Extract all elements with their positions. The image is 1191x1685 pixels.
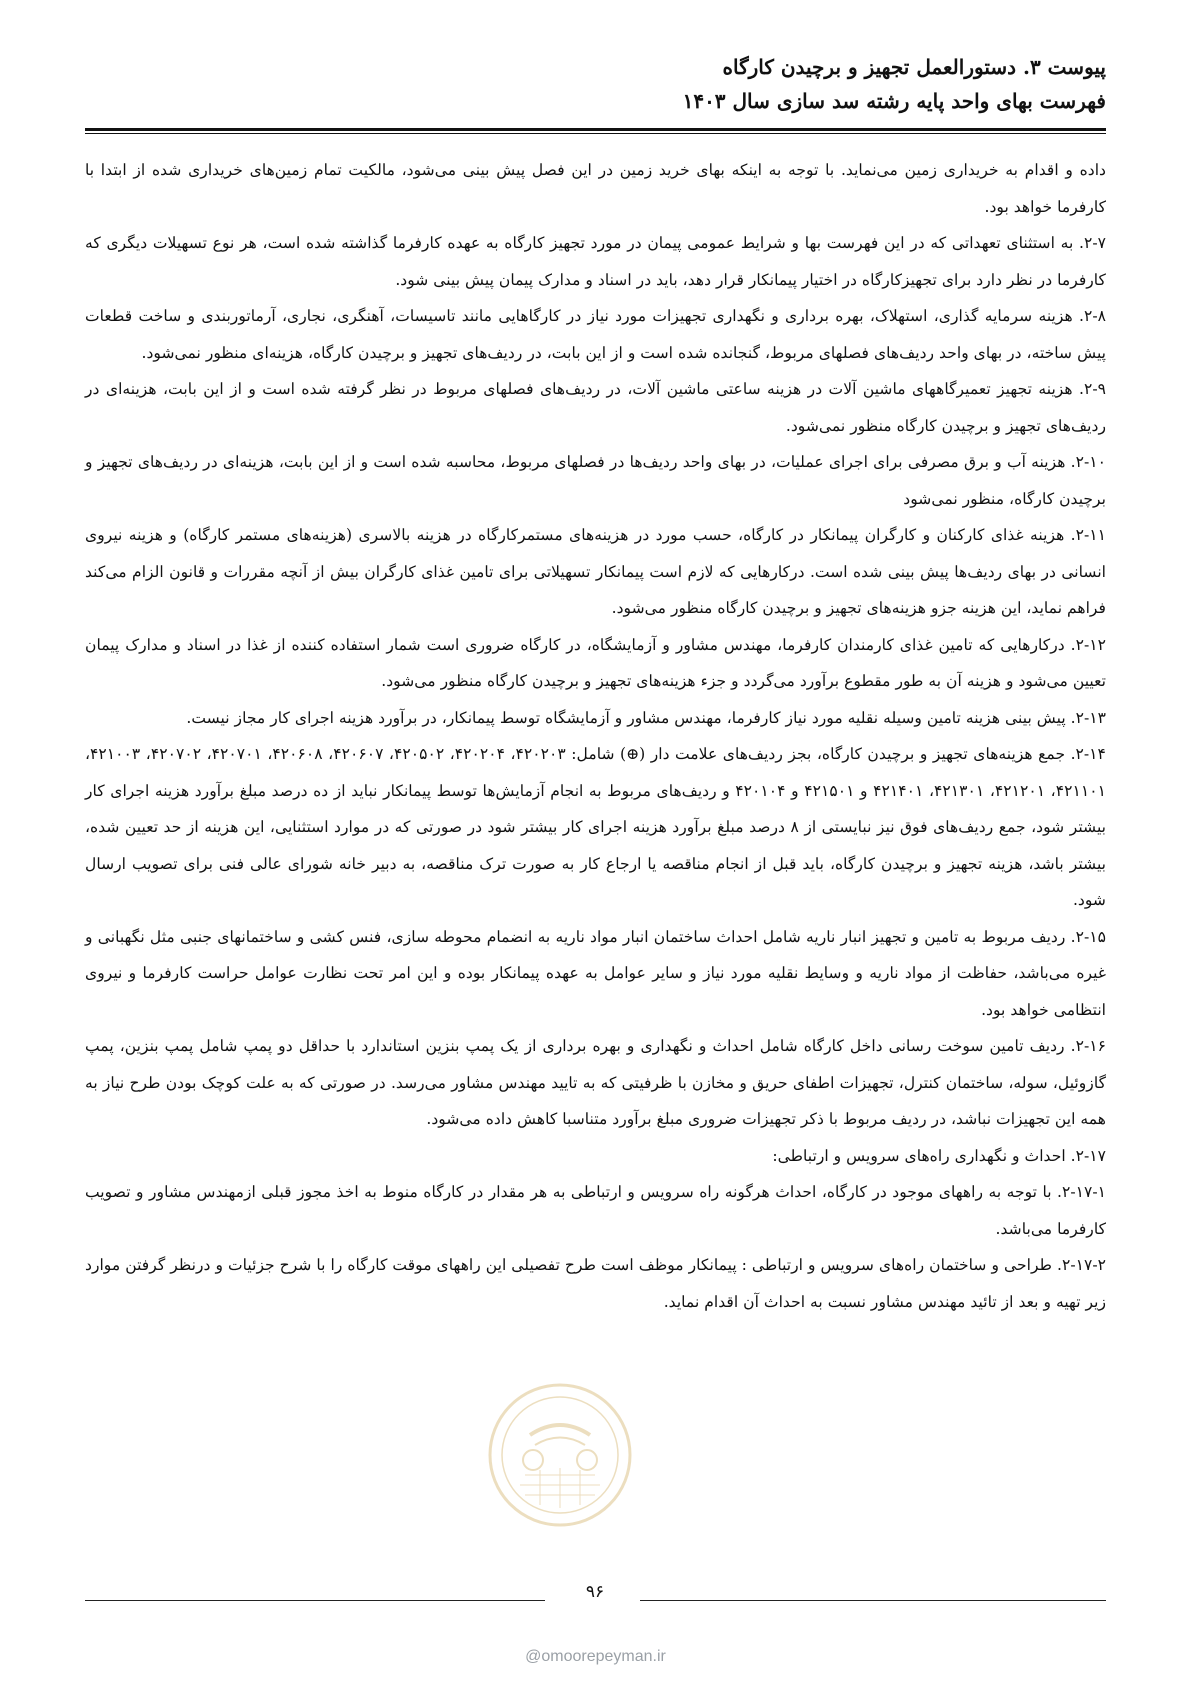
paragraph: ۲-۱۱. هزینه غذای کارکنان و کارگران پیمانکار در کارگاه، حسب مورد در هزینه‌های مستمرکارگاه در هزینه بالاسری (هزینه‌های مستمر کارگاه) و هزینه نیروی انسانی در بهای ردیف‌ها پیش بینی شده است. درکارهایی که لازم است پیمانکار تسهیلاتی برای تامین غذای کارگران بیش از آنچه مقررات و قانون الزام می‌کند فراهم نماید، این هزینه جزو هزینه‌های تجهیز و برچیدن کارگاه منظور می‌شود. <box>85 526 1106 617</box>
paragraph: ۲-۸. هزینه سرمایه گذاری، استهلاک، بهره برداری و نگهداری تجهیزات مورد نیاز در کارگاهایی مانند تاسیسات، آهنگری، نجاری، آرماتوربندی و ساخت قطعات پیش ساخته، در بهای واحد ردیف‌های فصلهای مربوط، گنجانده شده است و از این بابت، در ردیف‌های تجهیز و برچیدن کارگاه، هزینه‌ای منظور نمی‌شود. <box>85 307 1106 362</box>
watermark-logo-icon <box>485 1380 635 1530</box>
paragraph: ۲-۱۰. هزینه آب و برق مصرفی برای اجرای عملیات، در بهای واحد ردیف‌ها در فصلهای مربوط، محاسبه شده است و از این بابت، هزینه‌ای در ردیف‌های تجهیز و برچیدن کارگاه، منظور نمی‌شود <box>85 453 1106 508</box>
paragraph: ۲-۱۴. جمع هزینه‌های تجهیز و برچیدن کارگاه، بجز ردیف‌های علامت دار (⊕) شامل: ۴۲۰۲۰۳، ۴۲۰۲۰۴، ۴۲۰۵۰۲، ۴۲۰۶۰۷، ۴۲۰۶۰۸، ۴۲۰۷۰۱، ۴۲۰۷۰۲، ۴۲۱۰۰۳، ۴۲۱۱۰۱، ۴۲۱۲۰۱، ۴۲۱۳۰۱، ۴۲۱۴۰۱ و ۴۲۱۵۰۱ و ۴۲۰۱۰۴ و ردیف‌های مربوط به انجام آزمایش‌ها توسط پیمانکار نباید از ده درصد مبلغ برآورد هزینه اجرای کار بیشتر شود، جمع ردیف‌های فوق نیز نبایستی از ۸ درصد مبلغ برآورد هزینه اجرای کار بیشتر شود در صورتی که در موارد استثنایی، این هزینه از حد تعیین شده، بیشتر باشد، هزینه تجهیز و برچیدن کارگاه، باید قبل از انجام مناقصه یا ارجاع کار به صورت ترک مناقصه، به دبیر خانه شورای عالی فنی برای تصویب ارسال شود. <box>85 745 1106 909</box>
page-number: ۹۶ <box>585 1582 605 1602</box>
paragraph: ۲-۱۷-۱. با توجه به راههای موجود در کارگاه، احداث هرگونه راه سرویس و ارتباطی به هر مقدار در کارگاه منوط به اخذ مجوز قبلی ازمهندس مشاور و تصویب کارفرما می‌باشد. <box>85 1183 1106 1238</box>
document-body <box>85 152 1106 1320</box>
page-header <box>85 50 1106 118</box>
footer-rule-left <box>85 1600 545 1601</box>
paragraph: ۲-۱۷-۲. طراحی و ساختمان راه‌های سرویس و ارتباطی : پیمانکار موظف است طرح تفصیلی این راههای موقت کارگاه را با شرح جزئیات و درنظر گرفتن موارد زیر تهیه و بعد از تائید مهندس مشاور نسبت به احداث آن اقدام نماید. <box>85 1256 1106 1311</box>
footer-rule-right <box>640 1600 1106 1601</box>
header-rule-thin <box>85 133 1106 134</box>
paragraph: داده و اقدام به خریداری زمین می‌نماید. با توجه به اینکه بهای خرید زمین در این فصل پیش بینی می‌شود، مالکیت تمام زمین‌های خریداری شده از ابتدا با کارفرما خواهد بود. <box>85 161 1106 216</box>
paragraph: ۲-۱۷. احداث و نگهداری راه‌های سرویس و ارتباطی: <box>772 1146 1106 1165</box>
header-rule-thick <box>85 128 1106 131</box>
paragraph: ۲-۱۲. درکارهایی که تامین غذای کارمندان کارفرما، مهندس مشاور و آزمایشگاه، در کارگاه ضروری است شمار استفاده کننده از غذا در اسناد و مدارک پیمان تعیین می‌شود و هزینه آن به طور مقطوع برآورد می‌گردد و جزء هزینه‌های تجهیز و برچیدن کارگاه منظور می‌شود. <box>85 635 1106 690</box>
header-subtitle: فهرست بهای واحد پایه رشته سد سازی سال ۱۴۰۳ <box>682 89 1106 113</box>
paragraph: ۲-۱۵. ردیف مربوط به تامین و تجهیز انبار ناریه شامل احداث ساختمان انبار مواد ناریه به انضمام محوطه سازی، فنس کشی و ساختمانهای جنبی مثل نگهبانی و غیره می‌باشد، حفاظت از مواد ناریه و وسایط نقلیه مورد نیاز و سایر عوامل به عهده پیمانکار بوده و این امر تحت نظارت عوامل حراست کارفرما و نیروی انتظامی خواهد بود. <box>85 927 1106 1019</box>
paragraph: ۲-۹. هزینه تجهیز تعمیرگاههای ماشین آلات در هزینه ساعتی ماشین آلات، در ردیف‌های فصلهای مربوط در نظر گرفته شده است و از این بابت، هزینه‌ای در ردیف‌های تجهیز و برچیدن کارگاه منظور نمی‌شود. <box>85 380 1106 435</box>
header-title: پیوست ۳. دستورالعمل تجهیز و برچیدن کارگاه <box>722 55 1106 79</box>
footer-site-tag: @omoorepeyman.ir <box>525 1648 666 1665</box>
paragraph: ۲-۱۳. پیش بینی هزینه تامین وسیله نقلیه مورد نیاز کارفرما، مهندس مشاور و آزمایشگاه توسط پیمانکار، در برآورد هزینه اجرای کار مجاز نیست. <box>186 708 1106 727</box>
paragraph: ۲-۷. به استثنای تعهداتی که در این فهرست بها و شرایط عمومی پیمان در مورد تجهیز کارگاه به عهده کارفرما گذاشته شده است، هر نوع تسهیلات دیگری که کارفرما در نظر دارد برای تجهیزکارگاه در اختیار پیمانکار قرار دهد، باید در اسناد و مدارک پیمان پیش بینی شود. <box>85 234 1106 289</box>
paragraph: ۲-۱۶. ردیف تامین سوخت رسانی داخل کارگاه شامل احداث و نگهداری و بهره برداری از یک پمپ بنزین استاندارد با حداقل دو پمپ شامل پمپ بنزین، پمپ گازوئیل، سوله، ساختمان کنترل، تجهیزات اطفای حریق و مخازن با ظرفیتی که به تایید مهندس مشاور می‌رسد. در صورتی که به علت کوچک بودن طرح نیاز به همه این تجهیزات نباشد، در ردیف مربوط با ذکر تجهیزات ضروری مبلغ برآورد متناسبا کاهش داده می‌شود. <box>85 1037 1106 1128</box>
